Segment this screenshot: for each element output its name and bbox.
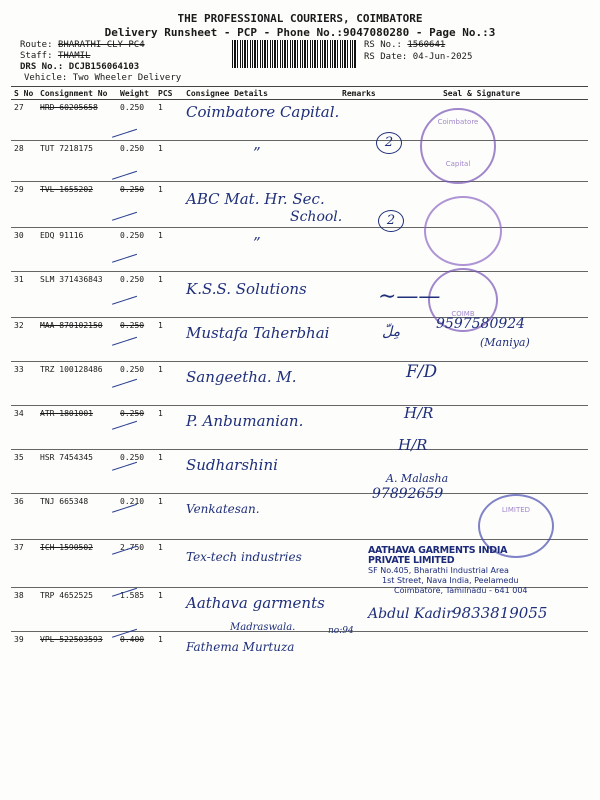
row-consignment: HSR 7454345 [37, 450, 117, 494]
handwriting-remark: H/R [404, 404, 434, 422]
row-consignee [183, 100, 339, 141]
row-sno: 33 [11, 362, 37, 406]
row-weight: 0.250 [117, 182, 155, 228]
row-weight: 0.250 [117, 100, 155, 141]
row-weight: 0.250 [117, 450, 155, 494]
row-remarks [339, 100, 375, 141]
row-consignment: ATR 1801001 [37, 406, 117, 450]
consignee-handwriting: ABC Mat. Hr. Sec. [186, 190, 325, 208]
row-weight: 0.210 [117, 494, 155, 540]
document-subtitle: Delivery Runsheet - PCP - Phone No.:9047080280 - Page No.:3 [104, 26, 496, 39]
row-consignee [183, 141, 339, 182]
row-weight: 1.585 [117, 588, 155, 632]
rs-date-label: RS Date: [364, 52, 408, 62]
consignee-handwriting: Fathema Murtuza [186, 640, 295, 654]
row-pcs: 1 [155, 588, 183, 632]
row-pcs: 1 [158, 635, 163, 644]
col-remarks: Remarks [339, 87, 375, 100]
table-row [11, 100, 588, 141]
row-consignee [183, 318, 339, 362]
row-consignment: ICH 1590502 [37, 540, 117, 588]
staff-value: THAMIL [57, 51, 91, 61]
handwriting-no94: no:94 [328, 626, 354, 636]
row-sno: 36 [11, 494, 37, 540]
stamp-address-line: Coimbatore, Tamilnadu - 641 004 [394, 586, 528, 595]
consignee-handwriting: Coimbatore Capital. [186, 103, 340, 121]
row-sno: 28 [11, 141, 37, 182]
row-weight: 0.250 [117, 318, 155, 362]
consignee-handwriting: ” [253, 234, 261, 252]
rs-no-label: RS No.: [364, 40, 402, 50]
table-row [11, 450, 588, 494]
row-weight: 0.250 [117, 228, 155, 272]
row-weight: 0.250 [117, 141, 155, 182]
col-consignee: Consignee Details [183, 87, 339, 100]
row-pcs: 1 [155, 182, 183, 228]
row-consignment: HRD 60205658 [37, 100, 117, 141]
company-seal: LIMITED [478, 494, 554, 558]
handwriting-school: School. [290, 209, 343, 225]
stamp-address-line: 1st Street, Nava India, Peelamedu [382, 576, 519, 585]
handwriting-phone: 97892659 [372, 486, 444, 502]
row-consignee [183, 632, 339, 678]
consignee-handwriting: ” [253, 144, 261, 162]
consignee-handwriting: Mustafa Taherbhai [186, 324, 330, 342]
row-weight: 2.750 [117, 540, 155, 588]
row-consignment: TUT 7218175 [37, 141, 117, 182]
row-remarks [339, 362, 375, 406]
consignee-handwriting: K.S.S. Solutions [186, 280, 307, 298]
handwriting-phone: 9597580924 [436, 316, 526, 332]
row-consignment: EDQ 91116 [37, 228, 117, 272]
row-remarks [339, 272, 375, 318]
row-consignee [183, 540, 339, 588]
consignee-handwriting: Tex-tech industries [186, 550, 302, 564]
row-consignee [183, 406, 339, 450]
row-pcs: 1 [155, 318, 183, 362]
row-consignment: TRP 4652525 [37, 588, 117, 632]
row-pcs: 1 [155, 141, 183, 182]
route-value: BHARATHI CLY PC4 [57, 40, 145, 50]
route-line [20, 40, 145, 50]
row-remarks [339, 182, 375, 228]
table-row [11, 406, 588, 450]
row-sno: 32 [11, 318, 37, 362]
route-label: Route: [20, 40, 53, 50]
row-sno: 31 [11, 272, 37, 318]
company-rubber-stamp [368, 546, 548, 596]
row-weight: 0.250 [117, 272, 155, 318]
row-sno: 34 [11, 406, 37, 450]
rs-date-value: 04-Jun-2025 [412, 52, 473, 62]
row-weight: 0.250 [117, 362, 155, 406]
stamp-address-line: SF No.405, Bharathi Industrial Area [368, 566, 509, 575]
row-pcs: 1 [155, 100, 183, 141]
row-sno: 39 [14, 635, 24, 644]
row-remarks [339, 450, 375, 494]
vehicle-label: Vehicle: [24, 73, 68, 83]
table-row [11, 362, 588, 406]
stamp-company-name: AATHAVA GARMENTS INDIA PRIVATE LIMITED [368, 545, 508, 566]
handwriting-remark: H/R [398, 436, 428, 454]
rs-date-line [364, 52, 472, 62]
row-remarks [339, 632, 375, 678]
drs-label: DRS No.: [20, 62, 64, 72]
drs-line [20, 62, 139, 72]
col-pcs: PCS [155, 87, 183, 100]
col-seal-signature: Seal & Signature [375, 87, 588, 100]
row-sno: 35 [11, 450, 37, 494]
company-seal: Coimbatore Capital [420, 108, 496, 184]
handwriting-name: Abdul Kadir [368, 606, 453, 622]
staff-label: Staff: [20, 51, 53, 61]
row-pcs: 1 [155, 540, 183, 588]
row-consignee [183, 228, 339, 272]
row-sno: 30 [11, 228, 37, 272]
consignee-handwriting: P. Anbumanian. [186, 412, 304, 430]
row-remarks [339, 228, 375, 272]
row-pcs: 1 [155, 272, 183, 318]
row-consignment: VPL 522503593 [40, 635, 103, 644]
row-remarks [339, 406, 375, 450]
handwriting-name: (Maniya) [480, 336, 530, 349]
table-header-row [11, 87, 588, 100]
rs-no-value: 1560641 [407, 40, 446, 50]
staff-line [20, 51, 90, 61]
consignee-handwriting: Venkatesan. [186, 502, 260, 516]
row-consignee [183, 450, 339, 494]
drs-value: DCJB156064103 [68, 62, 140, 72]
row-remarks [339, 318, 375, 362]
row-consignment: SLM 371436843 [37, 272, 117, 318]
signature: مِلّ [382, 324, 401, 340]
row-consignment: MAA 870102150 [37, 318, 117, 362]
row-remarks [339, 494, 375, 540]
document-title: THE PROFESSIONAL COURIERS, COIMBATORE [177, 12, 423, 25]
vehicle-value: Two Wheeler Delivery [72, 73, 182, 83]
handwriting-remark: F/D [406, 362, 438, 382]
row-weight: 0.250 [117, 406, 155, 450]
row-weight: 0.400 [120, 635, 145, 644]
table-row [11, 141, 588, 182]
row-pcs: 1 [155, 450, 183, 494]
school-seal [424, 196, 502, 266]
row-sno: 38 [11, 588, 37, 632]
circled-number: 2 [376, 132, 402, 154]
handwriting-phone: 9833819055 [452, 604, 548, 622]
row-sno: 29 [11, 182, 37, 228]
consignee-handwriting: Sangeetha. M. [186, 368, 297, 386]
row-remarks [339, 141, 375, 182]
signature: ∼—— [378, 284, 441, 309]
company-seal: COIMB [428, 268, 498, 332]
row-pcs: 1 [155, 228, 183, 272]
row-consignee [183, 494, 339, 540]
col-weight: Weight [117, 87, 155, 100]
row-consignment: TVL 1655202 [37, 182, 117, 228]
row-consignment: TNJ 665348 [37, 494, 117, 540]
consignee-handwriting: Sudharshini [186, 456, 278, 474]
row-consignment: TRZ 100128486 [37, 362, 117, 406]
handwriting-madraswala: Madraswala. [230, 622, 296, 633]
col-sno: S No [11, 87, 37, 100]
circled-number: 2 [378, 210, 404, 232]
row-sno: 37 [11, 540, 37, 588]
vehicle-line [24, 73, 181, 83]
row-seal [375, 632, 588, 678]
consignee-handwriting: Aathava garments [186, 594, 325, 612]
col-consignment: Consignment No [37, 87, 117, 100]
table-row [11, 272, 588, 318]
handwriting-name: A. Malasha [386, 472, 449, 485]
row-consignee [183, 362, 339, 406]
row-pcs: 1 [155, 406, 183, 450]
row-sno: 27 [11, 100, 37, 141]
row-pcs: 1 [155, 362, 183, 406]
table-row [11, 632, 588, 678]
rs-no-line [364, 40, 445, 50]
row-pcs: 1 [155, 494, 183, 540]
row-consignee [183, 272, 339, 318]
barcode [232, 40, 356, 68]
